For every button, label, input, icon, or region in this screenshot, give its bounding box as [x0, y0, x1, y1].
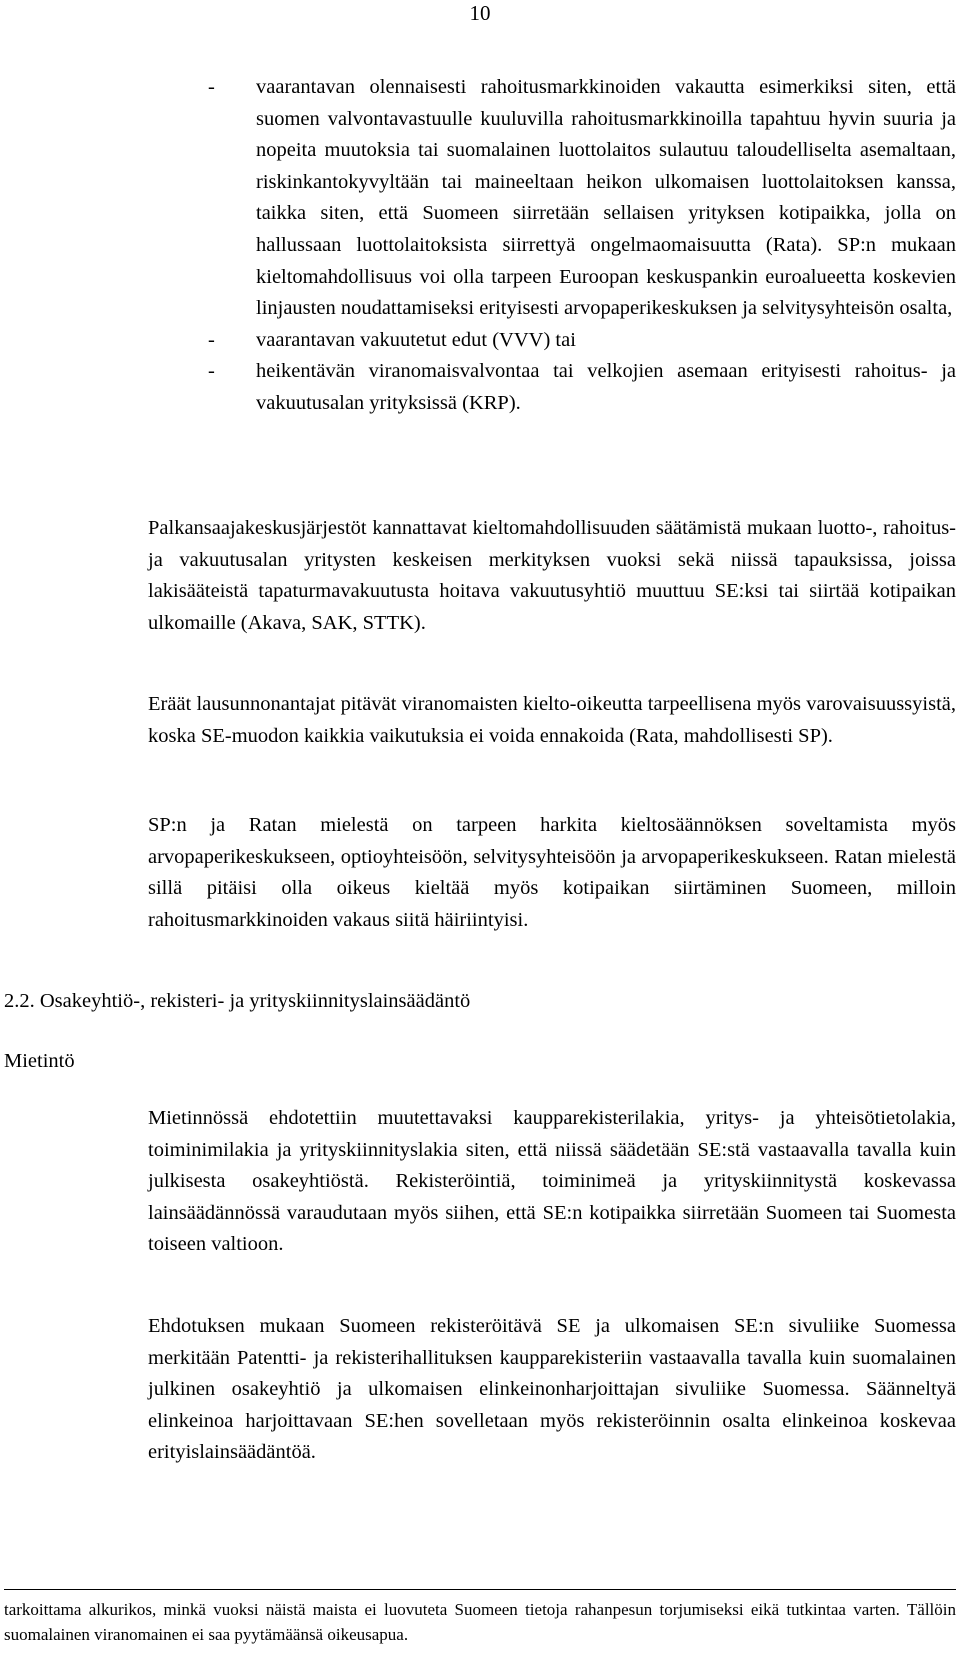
section-heading: 2.2. Osakeyhtiö-, rekisteri- ja yrityskiinnityslainsäädäntö [4, 990, 471, 1012]
list-item-text: heikentävän viranomaisvalvontaa tai velkojien asemaan erityisesti rahoitus- ja vakuutusalan yrityksissä (KRP). [256, 360, 956, 414]
footnote: tarkoittama alkurikos, minkä vuoksi näistä maista ei luovuteta Suomeen tietoja rahanpesun torjumiseksi eikä tutkintaa varten. Tällöin suomalainen viranomainen ei saa pyytämäänsä oikeusapua. [4, 1600, 956, 1644]
paragraph-palkansaajat: Palkansaajakeskusjärjestöt kannattavat kieltomahdollisuuden säätämistä mukaan luotto-, rahoitus- ja vakuutusalan yritysten keskeisen merkityksen vuoksi sekä niissä tapauksissa, joissa lakisääteistä tapaturmavakuutusta hoitava vakuutusyhtiö muuttuu SE:ksi tai siirtää kotipaikan ulkomaille (Akava, SAK, STTK). [148, 517, 956, 634]
list-item [208, 356, 956, 419]
footnote-divider [4, 1589, 956, 1590]
page-number: 10 [469, 1, 491, 25]
list-item-text: vaarantavan vakuutetut edut (VVV) tai [256, 328, 576, 351]
list-dash: - [208, 360, 215, 383]
paragraph-ehdotuksen: Ehdotuksen mukaan Suomeen rekisteröitävä SE ja ulkomaisen SE:n sivuliike Suomessa merkitään Patentti- ja rekisterihallituksen kaupparekisteriin vastaavalla tavalla kuin suomalainen julkinen osakeyhtiö ja ulkomaisen elinkeinonharjoittajan sivuliike Suomessa. Säänneltyä elinkeinoa harjoittavaan SE:hen sovelletaan myös rekisteröinnin osalta elinkeinoa koskevaa erityislainsäädäntöä. [148, 1315, 956, 1464]
list-dash: - [208, 76, 215, 98]
subheading-mietinto: Mietintö [4, 1050, 75, 1072]
list-item [208, 72, 956, 325]
dash-list [208, 72, 956, 420]
paragraph-lausunnonantajat: Eräät lausunnonantajat pitävät viranomaisten kielto-oikeutta tarpeellisena myös varovaisuussyistä, koska SE-muodon kaikkia vaikutuksia ei voida ennakoida (Rata, mahdollisesti SP). [148, 693, 956, 747]
list-item-text: vaarantavan olennaisesti rahoitusmarkkinoiden vakautta esimerkiksi siten, että suomen valvontavastuulle kuuluvilla rahoitusmarkkinoilla tapahtuu hyvin suuria ja nopeita muutoksia tai suomalainen luottolaitos sulautuu taloudelliselta asemaltaan, riskinkantokyvyltään tai maineeltaan heikon ulkomaisen luottolaitoksen kanssa, taikka siten, että Suomeen siirretään sellaisen yrityksen kotipaikka, jolla on hallussaan luottolaitoksista siirrettyä ongelmaomaisuutta (Rata). SP:n mukaan kieltomahdollisuus voi olla tarpeen Euroopan keskuspankin euroalueetta koskevien linjausten noudattamiseksi erityisesti arvopaperikeskuksen ja selvitysyhteisön osalta, [256, 76, 956, 320]
list-item [208, 325, 956, 357]
list-dash: - [208, 328, 215, 351]
paragraph-mietinnossa: Mietinnössä ehdotettiin muutettavaksi kaupparekisterilakia, yritys- ja yhteisötietolakia, toiminimilakia ja yrityskiinnityslakia siten, että niissä säädetään SE:stä vastaavalla tavalla kuin julkisesta osakeyhtiöstä. Rekisteröintiä, toiminimeä ja yrityskiinnitystä koskevassa lainsäädännössä varaudutaan myös siihen, että SE:n kotipaikka siirretään Suomeen tai Suomesta toiseen valtioon. [148, 1107, 956, 1256]
paragraph-sp-rata: SP:n ja Ratan mielestä on tarpeen harkita kieltosäännöksen soveltamista myös arvopaperikeskukseen, optioyhteisöön, selvitysyhteisöön ja arvopaperikeskukseen. Ratan mielestä sillä pitäisi olla oikeus kieltää myös kotipaikan siirtäminen Suomeen, milloin rahoitusmarkkinoiden vakaus siitä häiriintyisi. [148, 814, 956, 931]
